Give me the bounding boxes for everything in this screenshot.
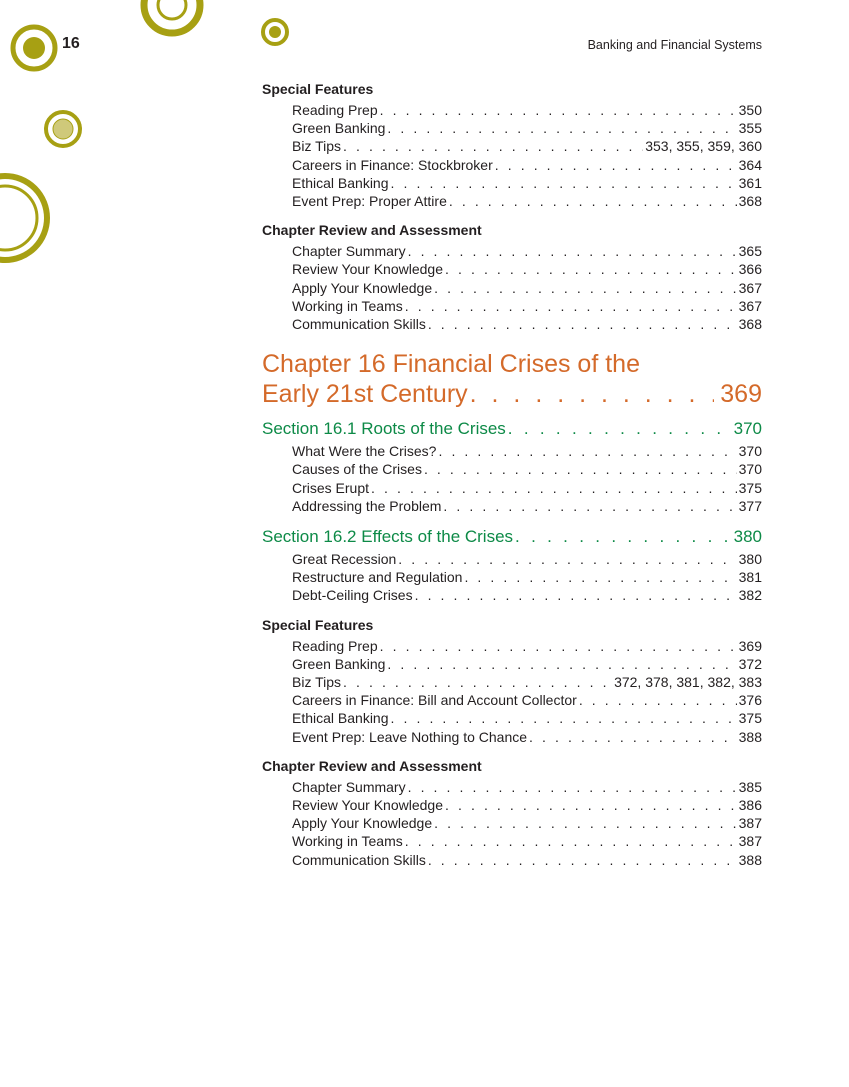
entry-label: Event Prep: Proper Attire — [292, 193, 447, 210]
dot-leader — [405, 297, 737, 315]
entry-label: Addressing the Problem — [292, 497, 442, 514]
dot-leader — [434, 279, 737, 297]
group-title: Chapter Review and Assessment — [262, 222, 482, 239]
entry-pages: 388 — [738, 851, 762, 868]
entry-label: Chapter Summary — [292, 778, 406, 795]
dot-leader — [445, 796, 737, 814]
entry-pages: 367 — [738, 279, 762, 296]
dot-leader — [371, 479, 737, 497]
entry-pages: 355 — [738, 120, 762, 137]
section-page: 380 — [733, 527, 762, 547]
entry-label: Biz Tips — [292, 674, 342, 691]
entry-label: What Were the Crises? — [292, 443, 437, 460]
toc-entry[interactable] — [292, 479, 762, 497]
entry-pages: 377 — [738, 497, 762, 514]
toc-entry[interactable] — [292, 497, 762, 515]
entry-pages: 380 — [738, 551, 762, 568]
dot-leader — [380, 637, 737, 655]
entry-pages: 386 — [738, 797, 762, 814]
toc-entry[interactable] — [292, 586, 762, 604]
entry-label: Communication Skills — [292, 316, 426, 333]
entry-label: Working in Teams — [292, 833, 403, 850]
entry-pages: 376 — [738, 692, 762, 709]
section-heading-16-2[interactable] — [262, 526, 762, 548]
entry-pages: 387 — [738, 815, 762, 832]
entry-label: Great Recession — [292, 551, 397, 568]
running-title: Banking and Financial Systems — [587, 38, 762, 52]
entry-pages: 364 — [738, 156, 762, 173]
dot-leader — [438, 442, 736, 460]
toc-entry[interactable] — [292, 192, 762, 210]
toc-entry[interactable] — [292, 242, 762, 260]
toc-entry[interactable] — [292, 728, 762, 746]
chapter-title-line-1: Chapter 16 Financial Crises of the — [262, 350, 640, 379]
entry-pages: 382 — [738, 587, 762, 604]
dot-leader — [398, 550, 736, 568]
entry-label: Careers in Finance: Bill and Account Collector — [292, 692, 577, 709]
toc-entry[interactable] — [292, 119, 762, 137]
toc-entry[interactable] — [292, 101, 762, 119]
page-number: 16 — [62, 35, 80, 52]
section-heading-16-1[interactable] — [262, 418, 762, 440]
dot-leader — [415, 586, 737, 604]
entry-label: Careers in Finance: Stockbroker — [292, 156, 493, 173]
table-of-contents — [262, 80, 762, 880]
entry-label: Review Your Knowledge — [292, 261, 443, 278]
review-group-1 — [262, 221, 762, 333]
entry-pages: 375 — [738, 710, 762, 727]
section-page: 370 — [733, 419, 762, 439]
group-title: Special Features — [262, 81, 374, 97]
section-2-entries — [262, 550, 762, 605]
dot-leader — [515, 526, 728, 548]
entry-label: Green Banking — [292, 120, 386, 137]
entry-label: Ethical Banking — [292, 174, 389, 191]
dot-leader — [405, 832, 737, 850]
entry-pages: 375 — [738, 479, 762, 496]
review-group-2 — [262, 757, 762, 869]
dot-leader — [387, 119, 736, 137]
toc-entry[interactable] — [292, 279, 762, 297]
entry-label: Review Your Knowledge — [292, 797, 443, 814]
chapter-page: 369 — [720, 380, 762, 409]
entry-label: Chapter Summary — [292, 243, 406, 260]
entry-pages: 370 — [738, 443, 762, 460]
toc-entry[interactable] — [292, 691, 762, 709]
entry-pages: 368 — [738, 193, 762, 210]
dot-leader — [495, 156, 737, 174]
entry-label: Communication Skills — [292, 851, 426, 868]
dot-leader — [391, 709, 737, 727]
toc-entry[interactable] — [292, 832, 762, 850]
toc-entry[interactable] — [292, 315, 762, 333]
circle-ornament-header — [263, 20, 287, 44]
entry-pages: 350 — [738, 102, 762, 118]
entry-pages: 369 — [738, 637, 762, 654]
dot-leader — [508, 418, 728, 440]
toc-entry[interactable] — [292, 814, 762, 832]
entry-pages: 365 — [738, 243, 762, 260]
dot-leader — [428, 315, 737, 333]
entry-label: Event Prep: Leave Nothing to Chance — [292, 728, 528, 745]
dot-leader — [449, 192, 737, 210]
entry-pages: 387 — [738, 833, 762, 850]
entry-pages: 372 — [738, 655, 762, 672]
entry-pages: 370 — [738, 461, 762, 478]
dot-leader — [529, 728, 737, 746]
group-title: Special Features — [262, 616, 374, 633]
dot-leader — [470, 379, 715, 409]
entry-pages: 367 — [738, 297, 762, 314]
entry-label: Debt-Ceiling Crises — [292, 587, 413, 604]
toc-entry[interactable] — [292, 260, 762, 278]
dot-leader — [424, 460, 737, 478]
toc-entry[interactable] — [292, 137, 762, 155]
dot-leader — [380, 101, 737, 119]
entry-pages: 353, 355, 359, 360 — [645, 138, 762, 155]
dot-leader — [387, 655, 736, 673]
chapter-title-text: Early 21st Century — [262, 380, 468, 409]
circle-ornament-page-number — [13, 27, 55, 69]
entry-pages: 381 — [738, 569, 762, 586]
section-title: Section 16.1 Roots of the Crises — [262, 419, 506, 439]
toc-entry[interactable] — [292, 550, 762, 568]
toc-entry[interactable] — [292, 568, 762, 586]
entry-label: Crises Erupt — [292, 479, 370, 496]
dot-leader — [391, 174, 737, 192]
circle-ornament-small — [46, 112, 80, 146]
entry-label: Reading Prep — [292, 102, 378, 118]
entry-label: Apply Your Knowledge — [292, 279, 433, 296]
entry-label: Biz Tips — [292, 138, 342, 155]
entry-label: Ethical Banking — [292, 710, 389, 727]
toc-entry[interactable] — [292, 442, 762, 460]
dot-leader — [408, 242, 737, 260]
section-1-entries — [262, 442, 762, 515]
circle-ornament-top — [144, 0, 200, 33]
entry-label: Working in Teams — [292, 297, 403, 314]
dot-leader — [443, 497, 736, 515]
toc-entry[interactable] — [292, 460, 762, 478]
entry-pages: 388 — [738, 728, 762, 745]
toc-entry[interactable] — [292, 174, 762, 192]
toc-entry[interactable] — [292, 637, 762, 655]
toc-entry[interactable] — [292, 796, 762, 814]
toc-entry[interactable] — [292, 655, 762, 673]
entry-pages: 366 — [738, 261, 762, 278]
entry-pages: 385 — [738, 778, 762, 795]
entry-label: Causes of the Crises — [292, 461, 422, 478]
chapter-heading[interactable] — [262, 349, 762, 409]
dot-leader — [408, 778, 737, 796]
dot-leader — [343, 673, 612, 691]
circle-ornament-large — [0, 176, 47, 260]
toc-entry[interactable] — [292, 709, 762, 727]
entry-label: Green Banking — [292, 655, 386, 672]
entry-label: Restructure and Regulation — [292, 569, 463, 586]
special-features-group-1 — [262, 80, 762, 210]
dot-leader — [579, 691, 737, 709]
entry-label: Apply Your Knowledge — [292, 815, 433, 832]
special-features-group-2 — [262, 616, 762, 746]
group-title: Chapter Review and Assessment — [262, 757, 482, 774]
toc-entry[interactable] — [292, 778, 762, 796]
dot-leader — [434, 814, 737, 832]
toc-entry[interactable] — [292, 673, 762, 691]
dot-leader — [343, 137, 643, 155]
toc-entry[interactable] — [292, 851, 762, 869]
dot-leader — [428, 851, 737, 869]
toc-entry[interactable] — [292, 156, 762, 174]
entry-pages: 368 — [738, 316, 762, 333]
entry-label: Reading Prep — [292, 637, 378, 654]
toc-entry[interactable] — [292, 297, 762, 315]
section-title: Section 16.2 Effects of the Crises — [262, 527, 514, 547]
dot-leader — [464, 568, 736, 586]
entry-pages: 372, 378, 381, 382, 383 — [614, 674, 762, 691]
chapter-title-line-2 — [262, 379, 762, 409]
entry-pages: 361 — [738, 174, 762, 191]
dot-leader — [445, 260, 737, 278]
